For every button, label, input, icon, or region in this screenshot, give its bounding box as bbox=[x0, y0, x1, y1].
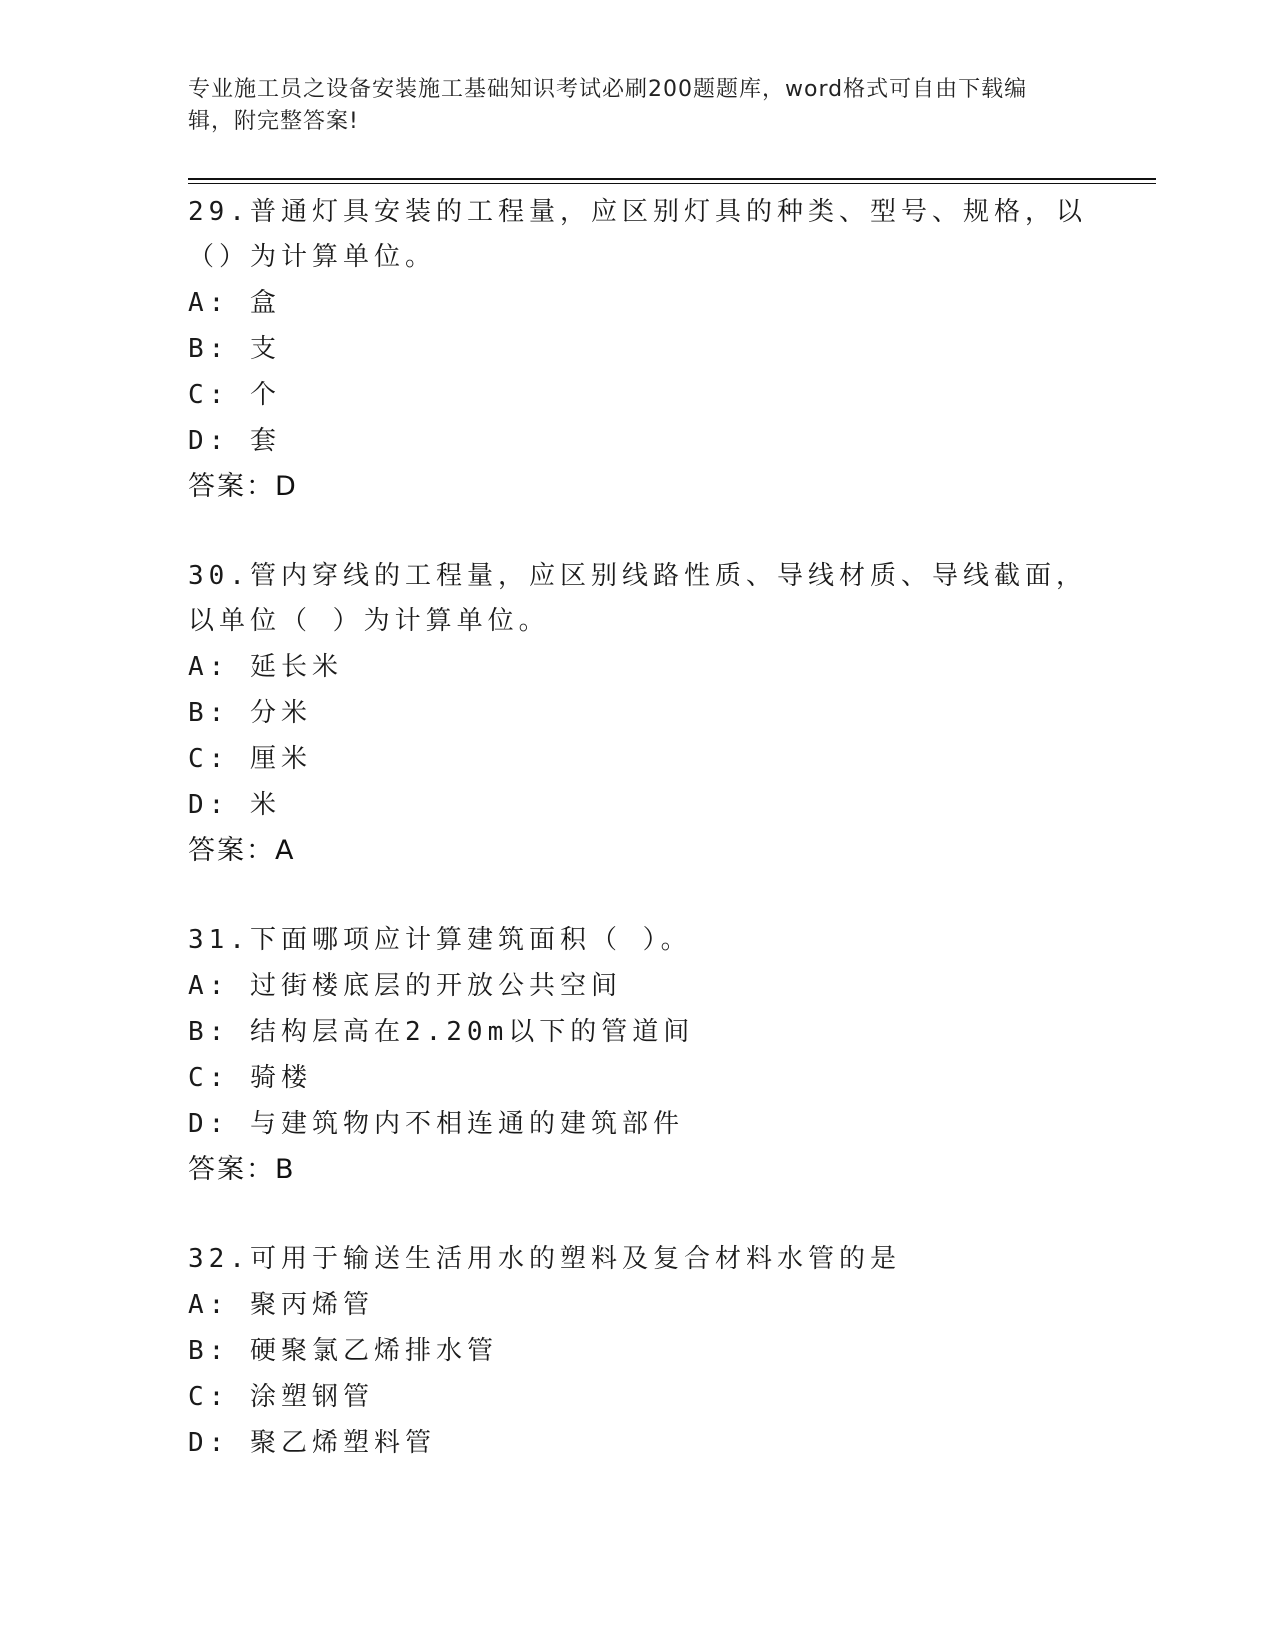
option-a: A: 盒 bbox=[188, 288, 281, 318]
option-d: D: 与建筑物内不相连通的建筑部件 bbox=[188, 1109, 684, 1139]
option-d: D: 套 bbox=[188, 426, 281, 456]
question-stem: 30.管内穿线的工程量，应区别线路性质、导线材质、导线截面，以单位（ ）为计算单位。 bbox=[188, 561, 1087, 636]
document-header: 专业施工员之设备安装施工基础知识考试必刷200题题库，word格式可自由下载编辑，附完整答案! bbox=[188, 77, 1028, 134]
option-a: A: 聚丙烯管 bbox=[188, 1290, 374, 1320]
option-b: B: 结构层高在2.20m以下的管道间 bbox=[188, 1017, 695, 1047]
option-b: B: 硬聚氯乙烯排水管 bbox=[188, 1336, 498, 1366]
question-29 bbox=[188, 190, 1088, 510]
question-31 bbox=[188, 918, 1088, 1193]
option-a: A: 过街楼底层的开放公共空间 bbox=[188, 971, 622, 1001]
question-stem: 31.下面哪项应计算建筑面积（ ）。 bbox=[188, 925, 692, 955]
option-c: C: 骑楼 bbox=[188, 1063, 312, 1093]
option-c: C: 个 bbox=[188, 380, 281, 410]
answer-label: 答案：B bbox=[188, 1154, 296, 1185]
question-list bbox=[188, 190, 1088, 1510]
option-b: B: 分米 bbox=[188, 698, 312, 728]
option-a: A: 延长米 bbox=[188, 652, 343, 682]
option-d: D: 聚乙烯塑料管 bbox=[188, 1428, 436, 1458]
question-32 bbox=[188, 1237, 1088, 1466]
option-b: B: 支 bbox=[188, 334, 281, 364]
option-d: D: 米 bbox=[188, 790, 281, 820]
answer-label: 答案：A bbox=[188, 835, 296, 866]
header-divider bbox=[188, 178, 1156, 184]
question-stem: 29.普通灯具安装的工程量，应区别灯具的种类、型号、规格，以（）为计算单位。 bbox=[188, 197, 1087, 272]
option-c: C: 厘米 bbox=[188, 744, 312, 774]
question-30 bbox=[188, 554, 1088, 874]
question-stem: 32.可用于输送生活用水的塑料及复合材料水管的是 bbox=[188, 1244, 901, 1274]
answer-label: 答案：D bbox=[188, 471, 298, 502]
option-c: C: 涂塑钢管 bbox=[188, 1382, 374, 1412]
